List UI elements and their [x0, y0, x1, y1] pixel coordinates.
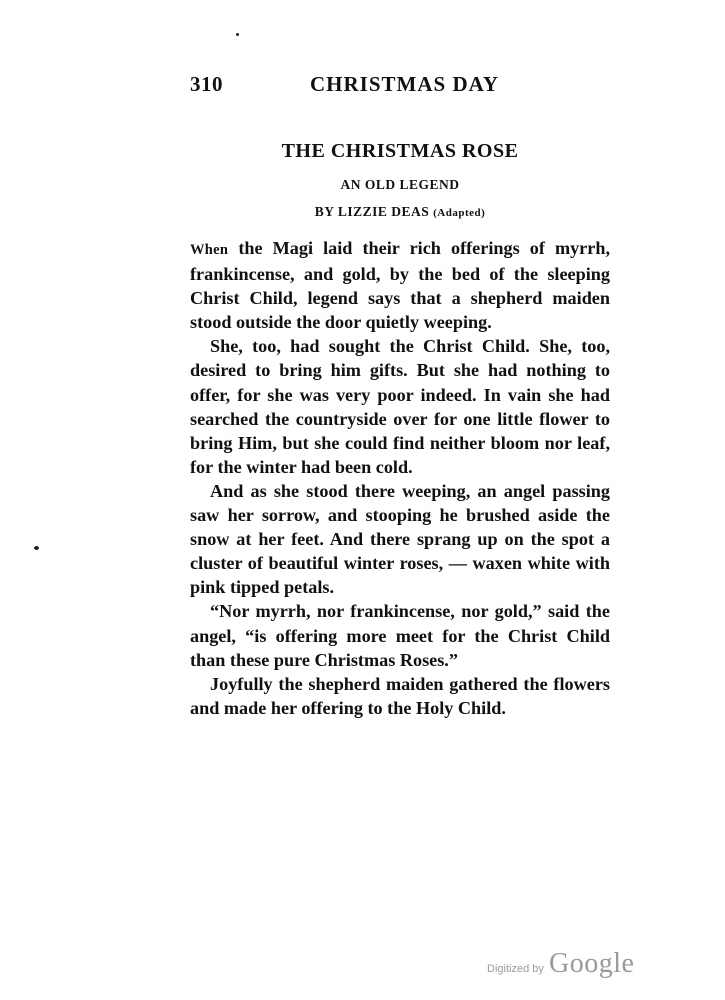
paragraph-text: the Magi laid their rich offerings of myrrh, frankincense, and gold, by the bed of the sleeping Christ Child, legend says that a shepherd maiden stood outside the door quietly weeping. [190, 238, 610, 333]
digitized-watermark [487, 948, 647, 984]
paragraph: She, too, had sought the Christ Child. She, too, desired to bring him gifts. But she had nothing to offer, for she was very poor indeed. In vain she had searched the countryside over for one little flower to bring Him, but she could find neither bloom nor leaf, for the winter had been cold. [190, 336, 610, 477]
page-number: 310 [190, 72, 223, 96]
running-title: CHRISTMAS DAY [310, 72, 500, 96]
body-text [190, 236, 610, 720]
paragraph: “Nor myrrh, nor frankincense, nor gold,” said the angel, “is offering more meet for the Christ Child than these pure Christmas Roses.” [190, 601, 610, 670]
byline [190, 204, 610, 220]
byline-author: BY LIZZIE DEAS [314, 204, 430, 219]
scan-speck [34, 546, 39, 550]
scan-speck [236, 33, 239, 36]
paragraph [190, 236, 610, 334]
google-logo: Google [549, 948, 635, 979]
drop-lead-word: When [190, 242, 229, 258]
digitized-label: Digitized by [487, 963, 544, 975]
paragraph: Joyfully the shepherd maiden gathered the flowers and made her offering to the Holy Child. [190, 673, 610, 718]
article-title: THE CHRISTMAS ROSE [281, 140, 519, 162]
running-head [190, 72, 590, 102]
article-subtitle: AN OLD LEGEND [340, 177, 460, 192]
byline-note: (Adapted) [433, 207, 486, 219]
paragraph: And as she stood there weeping, an angel passing saw her sorrow, and stooping he brushed aside the snow at her feet. And there sprang up on the spot a cluster of beautiful winter roses, — waxen white with pink tipped petals. [190, 480, 610, 598]
